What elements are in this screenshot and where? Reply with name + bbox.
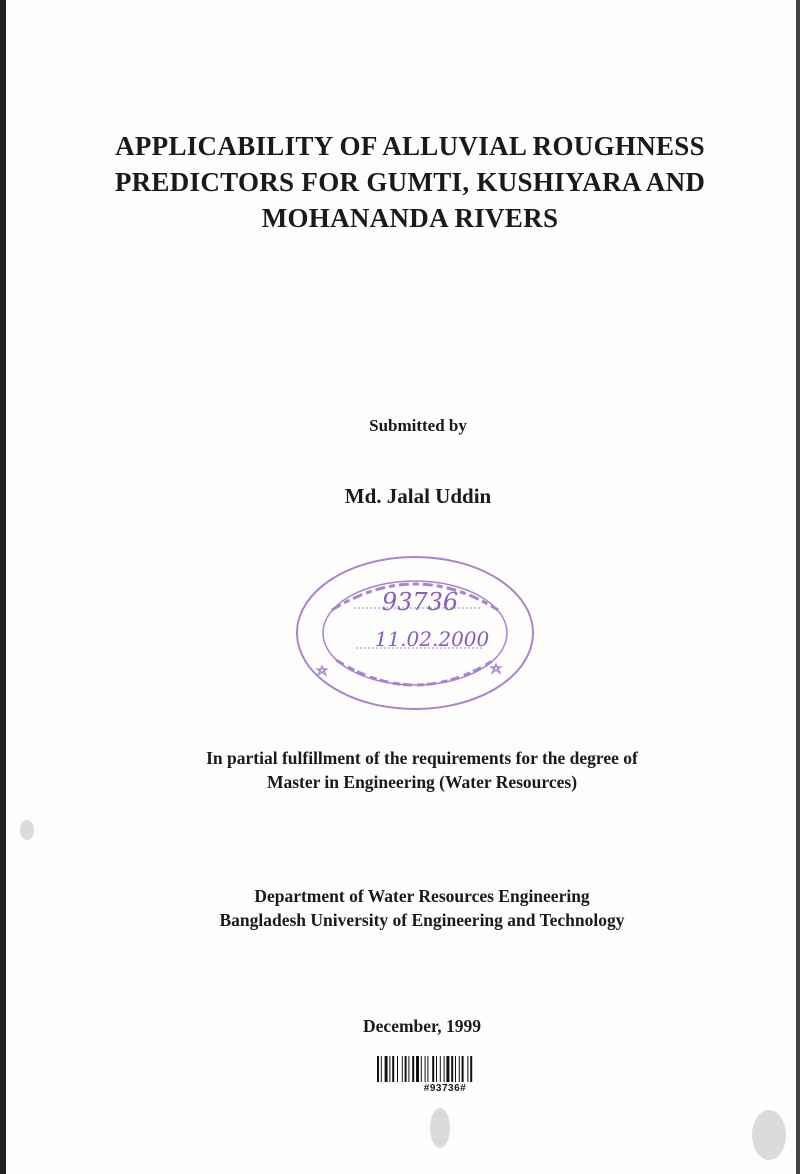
barcode-label: [376, 1056, 514, 1094]
author-name: Md. Jalal Uddin: [344, 484, 492, 508]
barcode-bar: [444, 1056, 445, 1082]
scan-edge-right: [796, 0, 800, 1174]
barcode-bar: [459, 1056, 460, 1082]
degree-line: Master in Engineering (Water Resources): [266, 772, 578, 792]
title-line: PREDICTORS FOR GUMTI, KUSHIYARA AND: [114, 167, 706, 197]
library-stamp: [292, 548, 538, 718]
barcode-bar: [405, 1056, 407, 1082]
barcode: [376, 1056, 514, 1082]
scan-speck: [20, 820, 34, 840]
barcode-bar: [432, 1056, 434, 1082]
barcode-bar: [377, 1056, 379, 1082]
degree-statement: [0, 746, 800, 794]
barcode-bar: [462, 1056, 464, 1082]
barcode-bar: [385, 1056, 388, 1082]
department-block: [0, 884, 800, 932]
barcode-bar: [455, 1056, 456, 1082]
stamp-handwritten-number: 93736: [381, 588, 459, 616]
barcode-bar: [392, 1056, 394, 1082]
degree-line: In partial fulfillment of the requirements for the degree of: [206, 748, 638, 768]
scan-speck: [430, 1108, 450, 1148]
scan-edge-left: [0, 0, 6, 1174]
thesis-title: [60, 128, 760, 236]
submission-date: December, 1999: [363, 1016, 481, 1036]
barcode-bar: [402, 1056, 403, 1082]
department-line: Department of Water Resources Engineering: [254, 886, 590, 906]
barcode-bar: [397, 1056, 398, 1082]
barcode-bar: [421, 1056, 422, 1082]
barcode-bar: [389, 1056, 390, 1082]
barcode-bar: [470, 1056, 472, 1082]
barcode-bar: [427, 1056, 428, 1082]
scan-speck: [752, 1110, 786, 1160]
stamp-star-right: [491, 664, 501, 673]
barcode-bar: [446, 1056, 449, 1082]
barcode-bar: [381, 1056, 382, 1082]
stamp-bottom-script: [336, 660, 494, 685]
title-line: MOHANANDA RIVERS: [261, 203, 559, 233]
barcode-bar: [416, 1056, 419, 1082]
barcode-bar: [412, 1056, 414, 1082]
barcode-bar: [425, 1056, 426, 1082]
stamp-handwritten-date: 11.02.2000: [374, 627, 490, 651]
university-line: Bangladesh University of Engineering and Technology: [219, 910, 625, 930]
stamp-star-left: [317, 666, 327, 675]
barcode-number: #93736#: [423, 1083, 467, 1094]
barcode-bar: [440, 1056, 441, 1082]
barcode-bar: [467, 1056, 468, 1082]
barcode-bar: [451, 1056, 453, 1082]
barcode-bar: [408, 1056, 409, 1082]
submitted-by-label: Submitted by: [369, 416, 467, 435]
barcode-bar: [436, 1056, 437, 1082]
title-line: APPLICABILITY OF ALLUVIAL ROUGHNESS: [115, 131, 705, 161]
